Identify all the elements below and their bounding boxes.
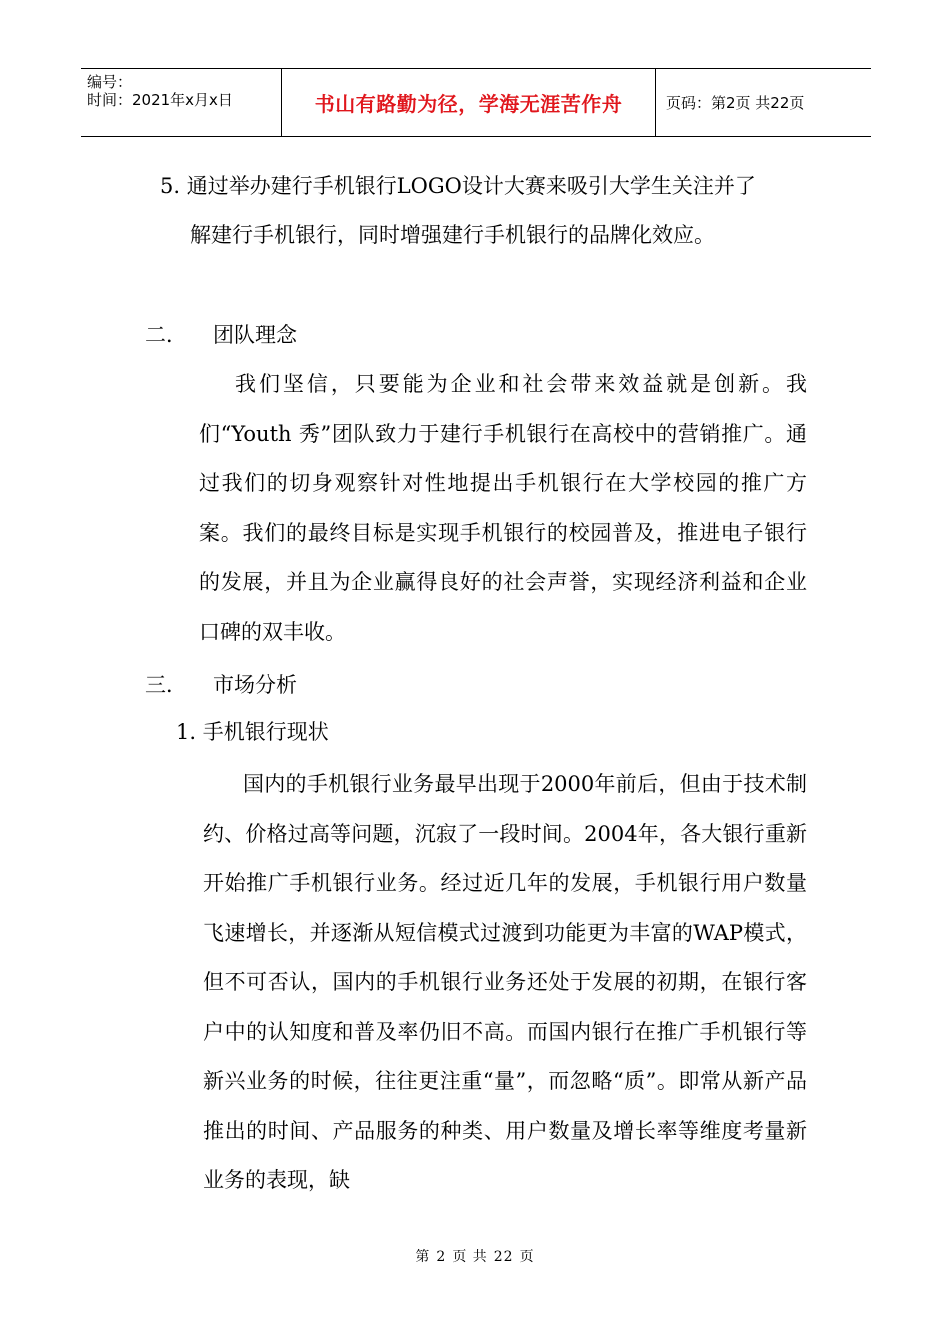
footer-prefix: 第 [415, 1249, 431, 1265]
footer-middle: 页 共 [452, 1249, 488, 1265]
document-date: 时间：2021年x月x日 [87, 91, 233, 109]
header-meta-cell [81, 69, 282, 136]
section-2-number: 二． [145, 323, 187, 347]
footer-total-pages: 22 [493, 1249, 514, 1265]
footer-current-page: 2 [436, 1249, 447, 1265]
subsection-1-paragraph: 国内的手机银行业务最早出现于2000年前后，但由于技术制约、价格过高等问题，沉寂了一段时间。2004年，各大银行重新开始推广手机银行业务。经过近几年的发展，手机银行用户数量飞速增长，并逐渐从短信模式过渡到功能更为丰富的WAP模式，但不可否认，国内的手机银行业务还处于发展的初期，在银行客户中的认知度和普及率仍旧不高。而国内银行在推广手机银行等新兴业务的时候，往往更注重“量”，而忽略“质”。即常从新产品推出的时间、产品服务的种类、用户数量及增长率等维度考量新业务的表现，缺 [203, 772, 807, 1192]
section-3-number: 三． [145, 673, 187, 697]
page-footer [0, 1246, 950, 1266]
subsection-1-heading: 1. 手机银行现状 [176, 720, 329, 744]
section-2-heading: 团队理念 [213, 323, 297, 347]
document-number-label: 编号： [87, 73, 133, 91]
footer-suffix: 页 [519, 1249, 535, 1265]
header-page-info: 页码：第2页 共22页 [666, 94, 805, 112]
page-header [81, 68, 871, 137]
section-2-paragraph: 我们坚信，只要能为企业和社会带来效益就是创新。我们“Youth 秀”团队致力于建行手机银行在高校中的营销推广。通过我们的切身观察针对性地提出手机银行在大学校园的推广方案。我们的最终目标是实现手机银行的校园普及，推进电子银行的发展，并且为企业赢得良好的社会声誉，实现经济利益和企业口碑的双丰收。 [199, 372, 807, 644]
list-item-5-line-2: 解建行手机银行，同时增强建行手机银行的品牌化效应。 [190, 223, 715, 247]
header-motto: 书山有路勤为径，学海无涯苦作舟 [282, 69, 656, 136]
section-3-heading: 市场分析 [213, 673, 297, 697]
list-item-5-line-1: 5. 通过举办建行手机银行LOGO设计大赛来吸引大学生关注并了 [160, 174, 756, 198]
